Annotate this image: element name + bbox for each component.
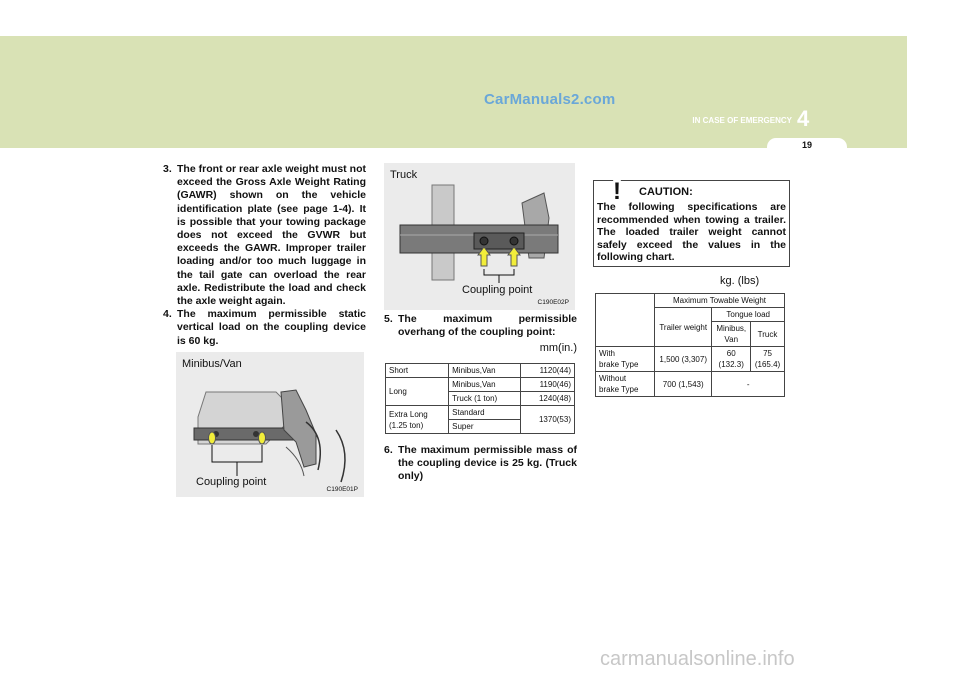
item-text: The maximum permissible overhang of the coupling point: bbox=[398, 313, 577, 338]
cell-line: brake Type bbox=[599, 385, 639, 394]
cell-line: brake Type bbox=[599, 360, 639, 369]
cell-line: Without bbox=[599, 374, 627, 383]
caution-box bbox=[593, 180, 790, 267]
table-cell: Long bbox=[386, 378, 449, 406]
table-cell: Truck (1 ton) bbox=[449, 392, 521, 406]
list-item bbox=[163, 308, 366, 348]
watermark-logo[interactable]: CarManuals2.com bbox=[484, 91, 616, 108]
cell-line: With bbox=[599, 349, 615, 358]
table-header bbox=[712, 322, 751, 347]
page-number: 19 bbox=[801, 140, 812, 150]
cell-line: Minibus, bbox=[716, 324, 747, 333]
section-label: IN CASE OF EMERGENCY bbox=[692, 116, 792, 125]
table-header: Maximum Towable Weight bbox=[655, 294, 785, 308]
table-cell bbox=[596, 294, 655, 347]
table-cell bbox=[596, 372, 655, 397]
towable-weight-table bbox=[595, 293, 785, 397]
table-cell: Super bbox=[449, 420, 521, 434]
column-middle-bottom bbox=[384, 444, 577, 483]
table-cell: Standard bbox=[449, 406, 521, 420]
list-item bbox=[384, 313, 577, 339]
table-cell: Minibus,Van bbox=[449, 378, 521, 392]
item-number: 5. bbox=[384, 313, 393, 325]
table-cell: 1370(53) bbox=[521, 406, 575, 434]
header-band bbox=[0, 36, 907, 148]
table-cell: 700 (1,543) bbox=[655, 372, 712, 397]
item-text: The maximum permissible mass of the coupling device is 25 kg. (Truck only) bbox=[398, 444, 577, 482]
table-row bbox=[596, 294, 785, 308]
table-header: Truck bbox=[751, 322, 785, 347]
table-cell: 1240(48) bbox=[521, 392, 575, 406]
figure-minibus bbox=[176, 352, 364, 497]
table-header: Trailer weight bbox=[655, 308, 712, 347]
table-cell bbox=[386, 406, 449, 434]
cell-line: (165.4) bbox=[754, 360, 781, 369]
table-cell bbox=[596, 347, 655, 372]
table-cell: Short bbox=[386, 364, 449, 378]
list-item bbox=[384, 444, 577, 483]
cell-line: Extra Long bbox=[389, 409, 428, 419]
item-text: The maximum permissible static vertical load on the coupling device is 60 kg. bbox=[177, 308, 366, 347]
tow-unit: kg. (lbs) bbox=[720, 275, 760, 287]
cell-line: (1.25 ton) bbox=[389, 420, 424, 430]
table-row bbox=[386, 364, 575, 378]
table-cell: - bbox=[712, 372, 785, 397]
item-number: 3. bbox=[163, 163, 172, 175]
warning-icon bbox=[600, 173, 634, 203]
overhang-unit: mm(in.) bbox=[539, 342, 577, 354]
table-row bbox=[596, 347, 785, 372]
item-number: 6. bbox=[384, 444, 393, 456]
figure-truck bbox=[384, 163, 575, 310]
footer-watermark[interactable]: carmanualsonline.info bbox=[600, 648, 795, 670]
coupling-point-label: Coupling point bbox=[462, 284, 533, 296]
cell-line: Van bbox=[724, 335, 739, 344]
table-header: Tongue load bbox=[712, 308, 785, 322]
figure-code: C190E01P bbox=[326, 486, 358, 493]
table-cell: 1190(46) bbox=[521, 378, 575, 392]
table-cell bbox=[712, 347, 751, 372]
table-cell: Minibus,Van bbox=[449, 364, 521, 378]
cell-line: 75 bbox=[763, 349, 772, 358]
caution-title: CAUTION: bbox=[639, 186, 693, 198]
figure-title: Minibus/Van bbox=[182, 358, 242, 370]
table-row bbox=[596, 372, 785, 397]
figure-code: C190E02P bbox=[537, 299, 569, 306]
item-number: 4. bbox=[163, 308, 172, 321]
list-item bbox=[163, 163, 366, 308]
table-row bbox=[386, 406, 575, 420]
coupling-point-label: Coupling point bbox=[196, 476, 267, 488]
overhang-table bbox=[385, 363, 575, 434]
column-middle bbox=[384, 313, 577, 355]
table-row bbox=[386, 378, 575, 392]
caution-text: The following specifications are recommended when towing a trailer. The loaded trailer weight cannot safely exceed the values in the following chart. bbox=[597, 201, 786, 263]
table-cell bbox=[751, 347, 785, 372]
figure-title: Truck bbox=[390, 169, 418, 181]
item-text: The front or rear axle weight must not exceed the Gross Axle Weight Rating (GAWR) shown on the vehicle identification plate (see page 1-4). It is possible that your towing package does not exceed the GVWR but exceeds the GAWR. Improper trailer loading and/or too much luggage in the tail gate can overload the rear axle. Redistribute the load and check the axle weight again. bbox=[177, 163, 366, 308]
cell-line: (132.3) bbox=[718, 360, 744, 369]
svg-text:!: ! bbox=[613, 178, 621, 203]
table-cell: 1,500 (3,307) bbox=[655, 347, 712, 372]
table-cell: 1120(44) bbox=[521, 364, 575, 378]
column-left bbox=[163, 163, 366, 348]
cell-line: 60 bbox=[726, 349, 736, 358]
section-number: 4 bbox=[797, 106, 810, 131]
